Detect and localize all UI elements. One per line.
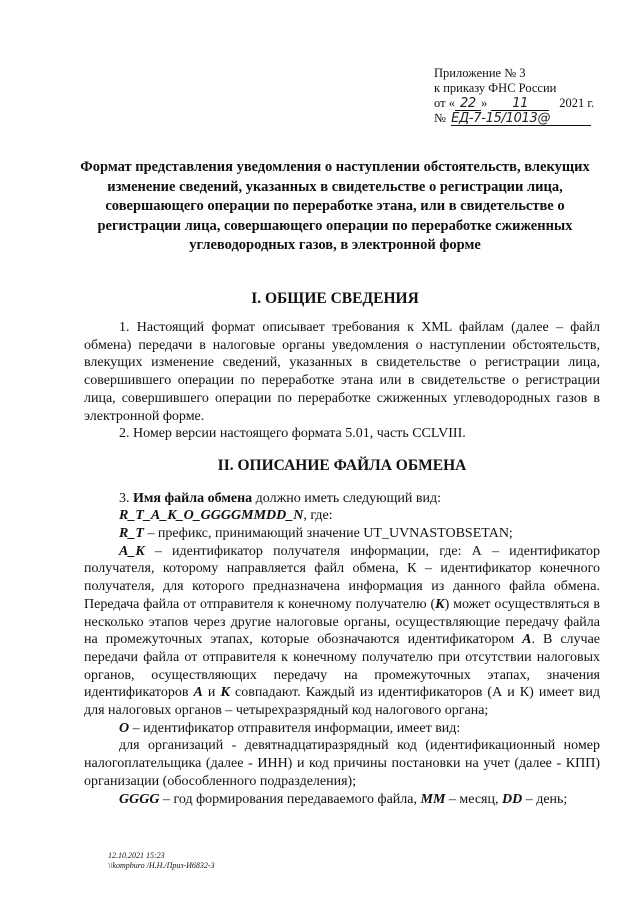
document-body bbox=[84, 319, 600, 808]
paragraph-3: 3. Имя файла обмена должно иметь следующий вид: bbox=[119, 490, 442, 506]
order-number-line: № ЕД-7-15/1013@ bbox=[434, 111, 594, 126]
document-title: Формат представления уведомления о наступлении обстоятельств, влекущих изменение сведений, указанных в свидетельстве о регистрации лица, совершающего операции по переработке этана, или в свидетельстве о регистрации лица, совершающего операции по переработке сжиженных углеводородных газов, в электронной форме bbox=[80, 159, 590, 253]
recipient-definition: A_K – идентификатор получателя информации, где: А – идентификатор получателя, которому направляется файл обмена, К – идентификатор конечного получателя, для которого предназначена информация из данного файла обмена. Передача файла от отправителя к конечному получателю (К) может осуществляться в несколько этапов через другие налоговые органы, осуществляющие передачу файла на промежуточных этапах, которые обозначаются идентификатором А. В случае передачи файла от отправителя к конечному получателю при отсутствии налоговых органов, осуществляющих передачу на промежуточных этапах, значения идентификаторов А и К совпадают. Каждый из идентификаторов (А и К) имеет вид для налоговых органов – четырехразрядный код налогового органа; bbox=[84, 543, 600, 719]
file-name-term: Имя файла обмена bbox=[133, 490, 253, 506]
sender-definition: O – идентификатор отправителя информации, имеет вид: bbox=[119, 720, 461, 736]
handwritten-order-number: ЕД-7-15/1013@ bbox=[451, 112, 591, 126]
prefix-definition: R_T – префикс, принимающий значение UT_UVNASTOBSETAN; bbox=[119, 526, 513, 542]
order-year: 2021 г. bbox=[559, 96, 595, 110]
order-date: от « 22 » 11 2021 г. bbox=[434, 96, 595, 111]
print-timestamp: 12.10.2021 15:23 bbox=[108, 851, 165, 860]
paragraph-2: 2. Номер версии настоящего формата 5.01, часть CCLVIII. bbox=[119, 426, 466, 442]
paragraph-1: 1. Настоящий формат описывает требования к XML файлам (далее – файл обмена) передачи в налоговые органы уведомления о наступлении обстоятельств, влекущих изменение сведений, указанных в свидетельстве о регистрации лица, совершившего операции по переработке этана или в свидетельстве о регистрации лица, совершившего операции по переработке сжиженных углеводородных газов в электронной форме. bbox=[84, 320, 600, 424]
section-heading-exchange-file: II. ОПИСАНИЕ ФАЙЛА ОБМЕНА bbox=[217, 456, 467, 474]
file-name-pattern: R_T_A_K_O_GGGGMMDD_N, где: bbox=[119, 508, 333, 524]
print-path: \\kompburo /Н.Н./Приз-И6832-3 bbox=[108, 861, 215, 870]
order-reference: к приказу ФНС России bbox=[434, 81, 557, 95]
organization-code-definition: для организаций - девятнадцатиразрядный код (идентификационный номер налогоплательщика (далее - ИНН) и код причины постановки на учет (далее - КПП) организации (обособленного подразделения); bbox=[84, 738, 600, 789]
handwritten-day: 22 bbox=[455, 97, 481, 111]
appendix-number: Приложение № 3 bbox=[434, 66, 526, 80]
order-reference-block bbox=[434, 66, 594, 126]
footer-print-info bbox=[108, 851, 215, 871]
date-definition: GGGG – год формирования передаваемого файла, MM – месяц, DD – день; bbox=[119, 791, 568, 807]
section-heading-general: I. ОБЩИЕ СВЕДЕНИЯ bbox=[251, 290, 419, 307]
handwritten-month: 11 bbox=[491, 97, 549, 111]
